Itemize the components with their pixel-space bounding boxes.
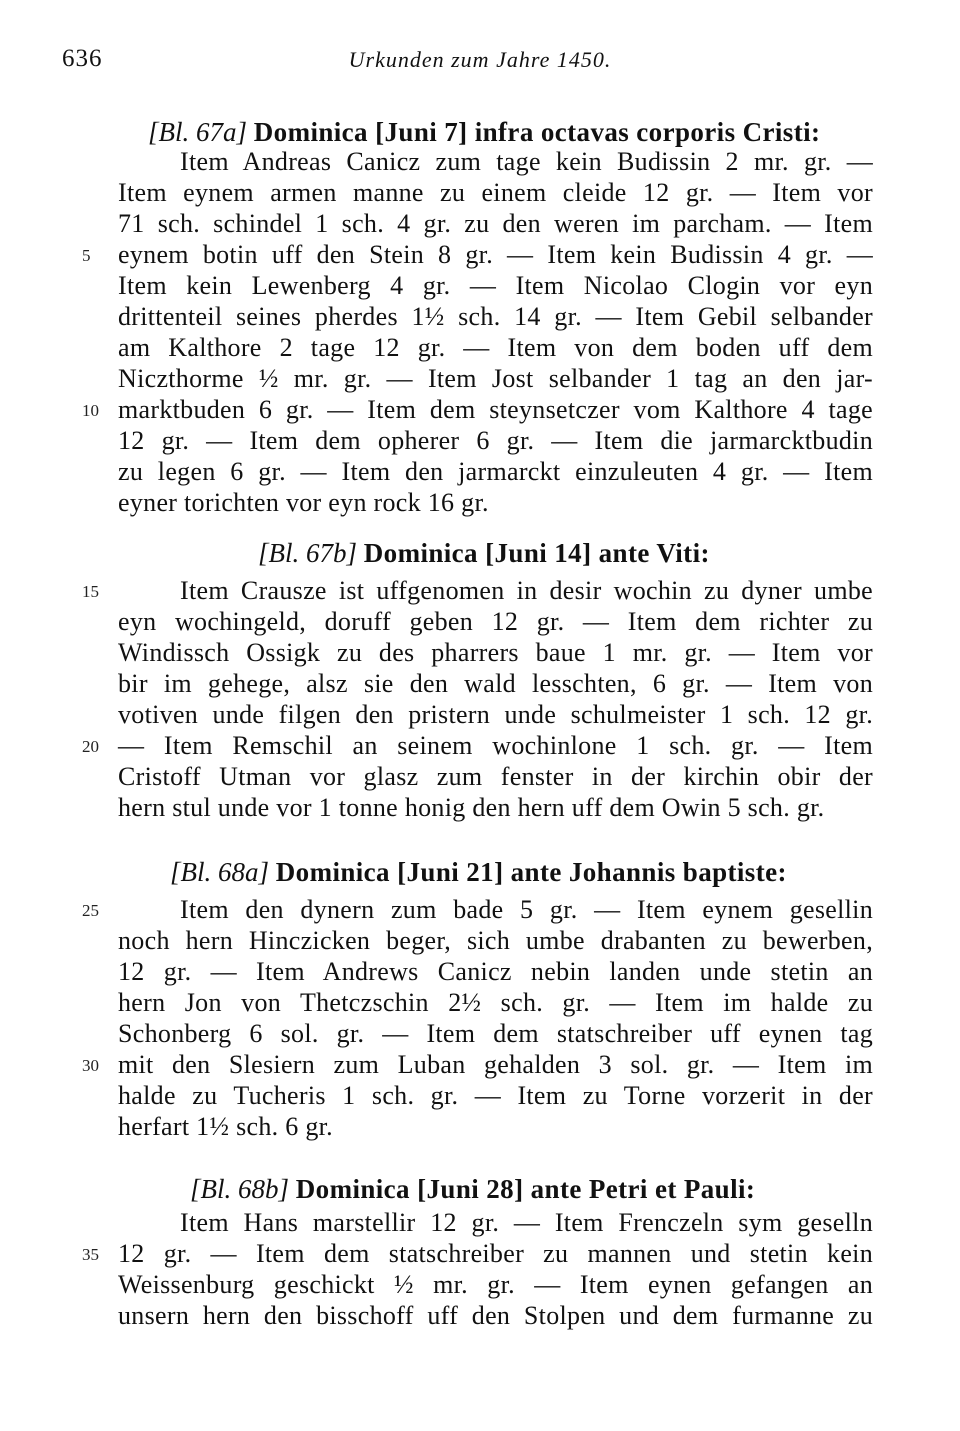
text-line: unsern hern den bisschoff uff den Stolpen und dem furmanne zu	[118, 1301, 873, 1330]
section-title: Dominica [Juni 28] ante Petri et Pauli:	[295, 1174, 756, 1204]
folio-reference: [Bl. 68a]	[170, 857, 270, 887]
section-heading	[190, 1174, 755, 1204]
running-title: Urkunden zum Jahre 1450.	[348, 47, 612, 72]
text-line: Item Andreas Canicz zum tage kein Budissin 2 mr. gr. —	[180, 147, 873, 176]
text-line: Item Hans marstellir 12 gr. — Item Frenczeln sym geselln	[180, 1208, 873, 1237]
section-heading	[170, 857, 787, 887]
running-head	[0, 45, 960, 79]
text-line: Item eynem armen manne zu einem cleide 12 gr. — Item vor	[118, 178, 873, 207]
text-line: hern Jon von Thetczschin 2½ sch. gr. — Item im halde zu	[118, 988, 873, 1017]
text-line: eyn wochingeld, doruff geben 12 gr. — Item dem richter zu	[118, 607, 873, 636]
folio-reference: [Bl. 67a]	[148, 117, 248, 147]
line-number: 25	[82, 901, 99, 920]
text-line: herfart 1½ sch. 6 gr.	[118, 1112, 333, 1141]
text-line: votiven unde filgen den pristern unde schulmeister 1 sch. 12 gr.	[118, 700, 873, 729]
text-line: eynem botin uff den Stein 8 gr. — Item kein Budissin 4 gr. —	[118, 240, 873, 269]
section-heading	[258, 538, 710, 568]
text-line: am Kalthore 2 tage 12 gr. — Item von dem boden uff dem	[118, 333, 873, 362]
text-line: Item Crausze ist uffgenomen in desir wochin zu dyner umbe	[180, 576, 873, 605]
page-number: 636	[62, 45, 103, 72]
section-heading	[148, 117, 820, 147]
text-line: noch hern Hinczicken beger, sich umbe drabanten zu bewerben,	[118, 926, 873, 955]
folio-reference: [Bl. 68b]	[190, 1174, 290, 1204]
text-line: hern stul unde vor 1 tonne honig den hern uff dem Owin 5 sch. gr.	[118, 793, 825, 822]
section-title: Dominica [Juni 14] ante Viti:	[363, 538, 710, 568]
text-line: Cristoff Utman vor glasz zum fenster in der kirchin obir der	[118, 762, 873, 791]
text-line: Item kein Lewenberg 4 gr. — Item Nicolao Clogin vor eyn	[118, 271, 873, 300]
line-number: 20	[82, 737, 99, 756]
section-title: Dominica [Juni 7] infra octavas corporis Cristi:	[253, 117, 821, 147]
line-number: 10	[82, 401, 99, 420]
section-title: Dominica [Juni 21] ante Johannis baptiste:	[275, 857, 787, 887]
text-line: 71 sch. schindel 1 sch. 4 gr. zu den weren im parcham. — Item	[118, 209, 873, 238]
line-number: 35	[82, 1245, 99, 1264]
text-line: drittenteil seines pherdes 1½ sch. 14 gr. — Item Gebil selbander	[118, 302, 873, 331]
text-line: marktbuden 6 gr. — Item dem steynsetczer vom Kalthore 4 tage	[118, 395, 873, 424]
text-line: 12 gr. — Item Andrews Canicz nebin landen unde stetin an	[118, 957, 873, 986]
text-line: Windissch Ossigk zu des pharrers baue 1 mr. gr. — Item vor	[118, 638, 873, 667]
text-line: 12 gr. — Item dem statschreiber zu mannen und stetin kein	[118, 1239, 873, 1268]
text-line: zu legen 6 gr. — Item den jarmarckt einzuleuten 4 gr. — Item	[118, 457, 873, 486]
line-number: 30	[82, 1056, 99, 1075]
text-line: 12 gr. — Item dem opherer 6 gr. — Item die jarmarcktbudin	[118, 426, 873, 455]
text-line: mit den Slesiern zum Luban gehalden 3 sol. gr. — Item im	[118, 1050, 873, 1079]
line-number: 15	[82, 582, 99, 601]
line-number: 5	[82, 246, 91, 265]
text-line: bir im gehege, alsz sie den wald lesschten, 6 gr. — Item von	[118, 669, 873, 698]
text-line: Item den dynern zum bade 5 gr. — Item eynem gesellin	[180, 895, 873, 924]
text-line: Niczthorme ½ mr. gr. — Item Jost selbander 1 tag an den jar-	[118, 364, 873, 393]
text-line: Weissenburg geschickt ½ mr. gr. — Item eynen gefangen an	[118, 1270, 873, 1299]
text-line: — Item Remschil an seinem wochinlone 1 sch. gr. — Item	[118, 731, 873, 760]
text-line: halde zu Tucheris 1 sch. gr. — Item zu Torne vorzerit in der	[118, 1081, 873, 1110]
folio-reference: [Bl. 67b]	[258, 538, 358, 568]
text-line: Schonberg 6 sol. gr. — Item dem statschreiber uff eynen tag	[118, 1019, 873, 1048]
text-line: eyner torichten vor eyn rock 16 gr.	[118, 488, 489, 517]
